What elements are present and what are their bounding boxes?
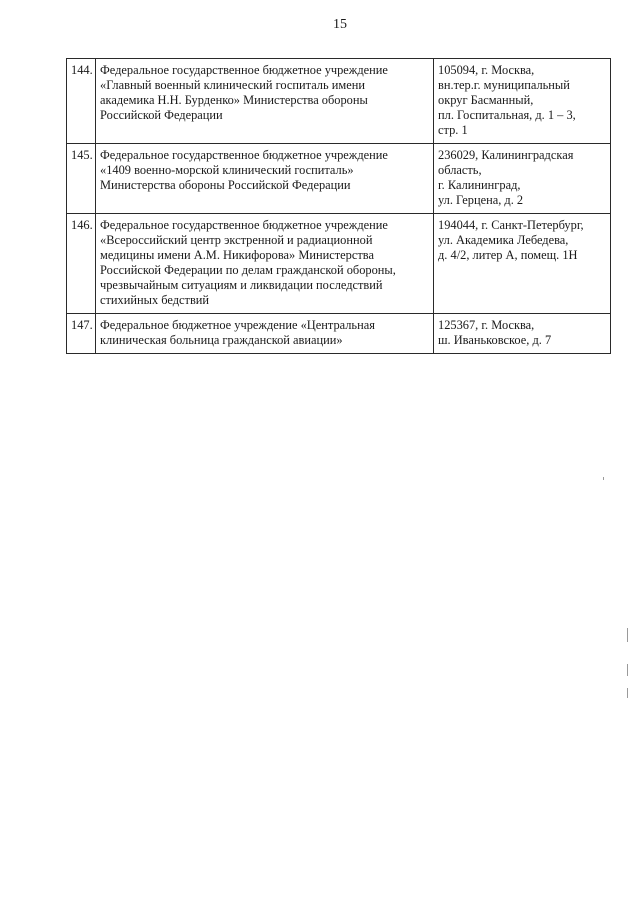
table-row: [67, 59, 611, 144]
institution-name: Федеральное бюджетное учреждение «Центральная клиническая больница гражданской авиации»: [96, 314, 434, 354]
institutions-table: [66, 58, 611, 354]
institution-address: 194044, г. Санкт-Петербург, ул. Академика Лебедева, д. 4/2, литер А, помещ. 1Н: [434, 214, 611, 314]
table-row: [67, 314, 611, 354]
table-row: [67, 214, 611, 314]
institution-address: 236029, Калининградская область, г. Калининград, ул. Герцена, д. 2: [434, 144, 611, 214]
page-number: 15: [333, 17, 347, 32]
institution-address: 105094, г. Москва, вн.тер.г. муниципальный округ Басманный, пл. Госпитальная, д. 1 – 3, стр. 1: [434, 59, 611, 144]
row-number: 144.: [67, 59, 96, 144]
table-row: [67, 144, 611, 214]
row-number: 147.: [67, 314, 96, 354]
scan-artifact: [627, 628, 628, 642]
scan-artifact: [603, 477, 604, 480]
scan-artifact: [627, 664, 628, 676]
row-number: 146.: [67, 214, 96, 314]
institution-address: 125367, г. Москва, ш. Иваньковское, д. 7: [434, 314, 611, 354]
institution-name: Федеральное государственное бюджетное учреждение «1409 военно-морской клинический госпиталь» Министерства обороны Российской Федерации: [96, 144, 434, 214]
scan-artifact: [627, 688, 628, 698]
institution-name: Федеральное государственное бюджетное учреждение «Всероссийский центр экстренной и радиационной медицины имени А.М. Никифорова» Министерства Российской Федерации по делам гражданской обороны, чрезвычайным ситуациям и ликвидации последствий стихийных бедствий: [96, 214, 434, 314]
row-number: 145.: [67, 144, 96, 214]
institution-name: Федеральное государственное бюджетное учреждение «Главный военный клинический госпиталь имени академика Н.Н. Бурденко» Министерства обороны Российской Федерации: [96, 59, 434, 144]
